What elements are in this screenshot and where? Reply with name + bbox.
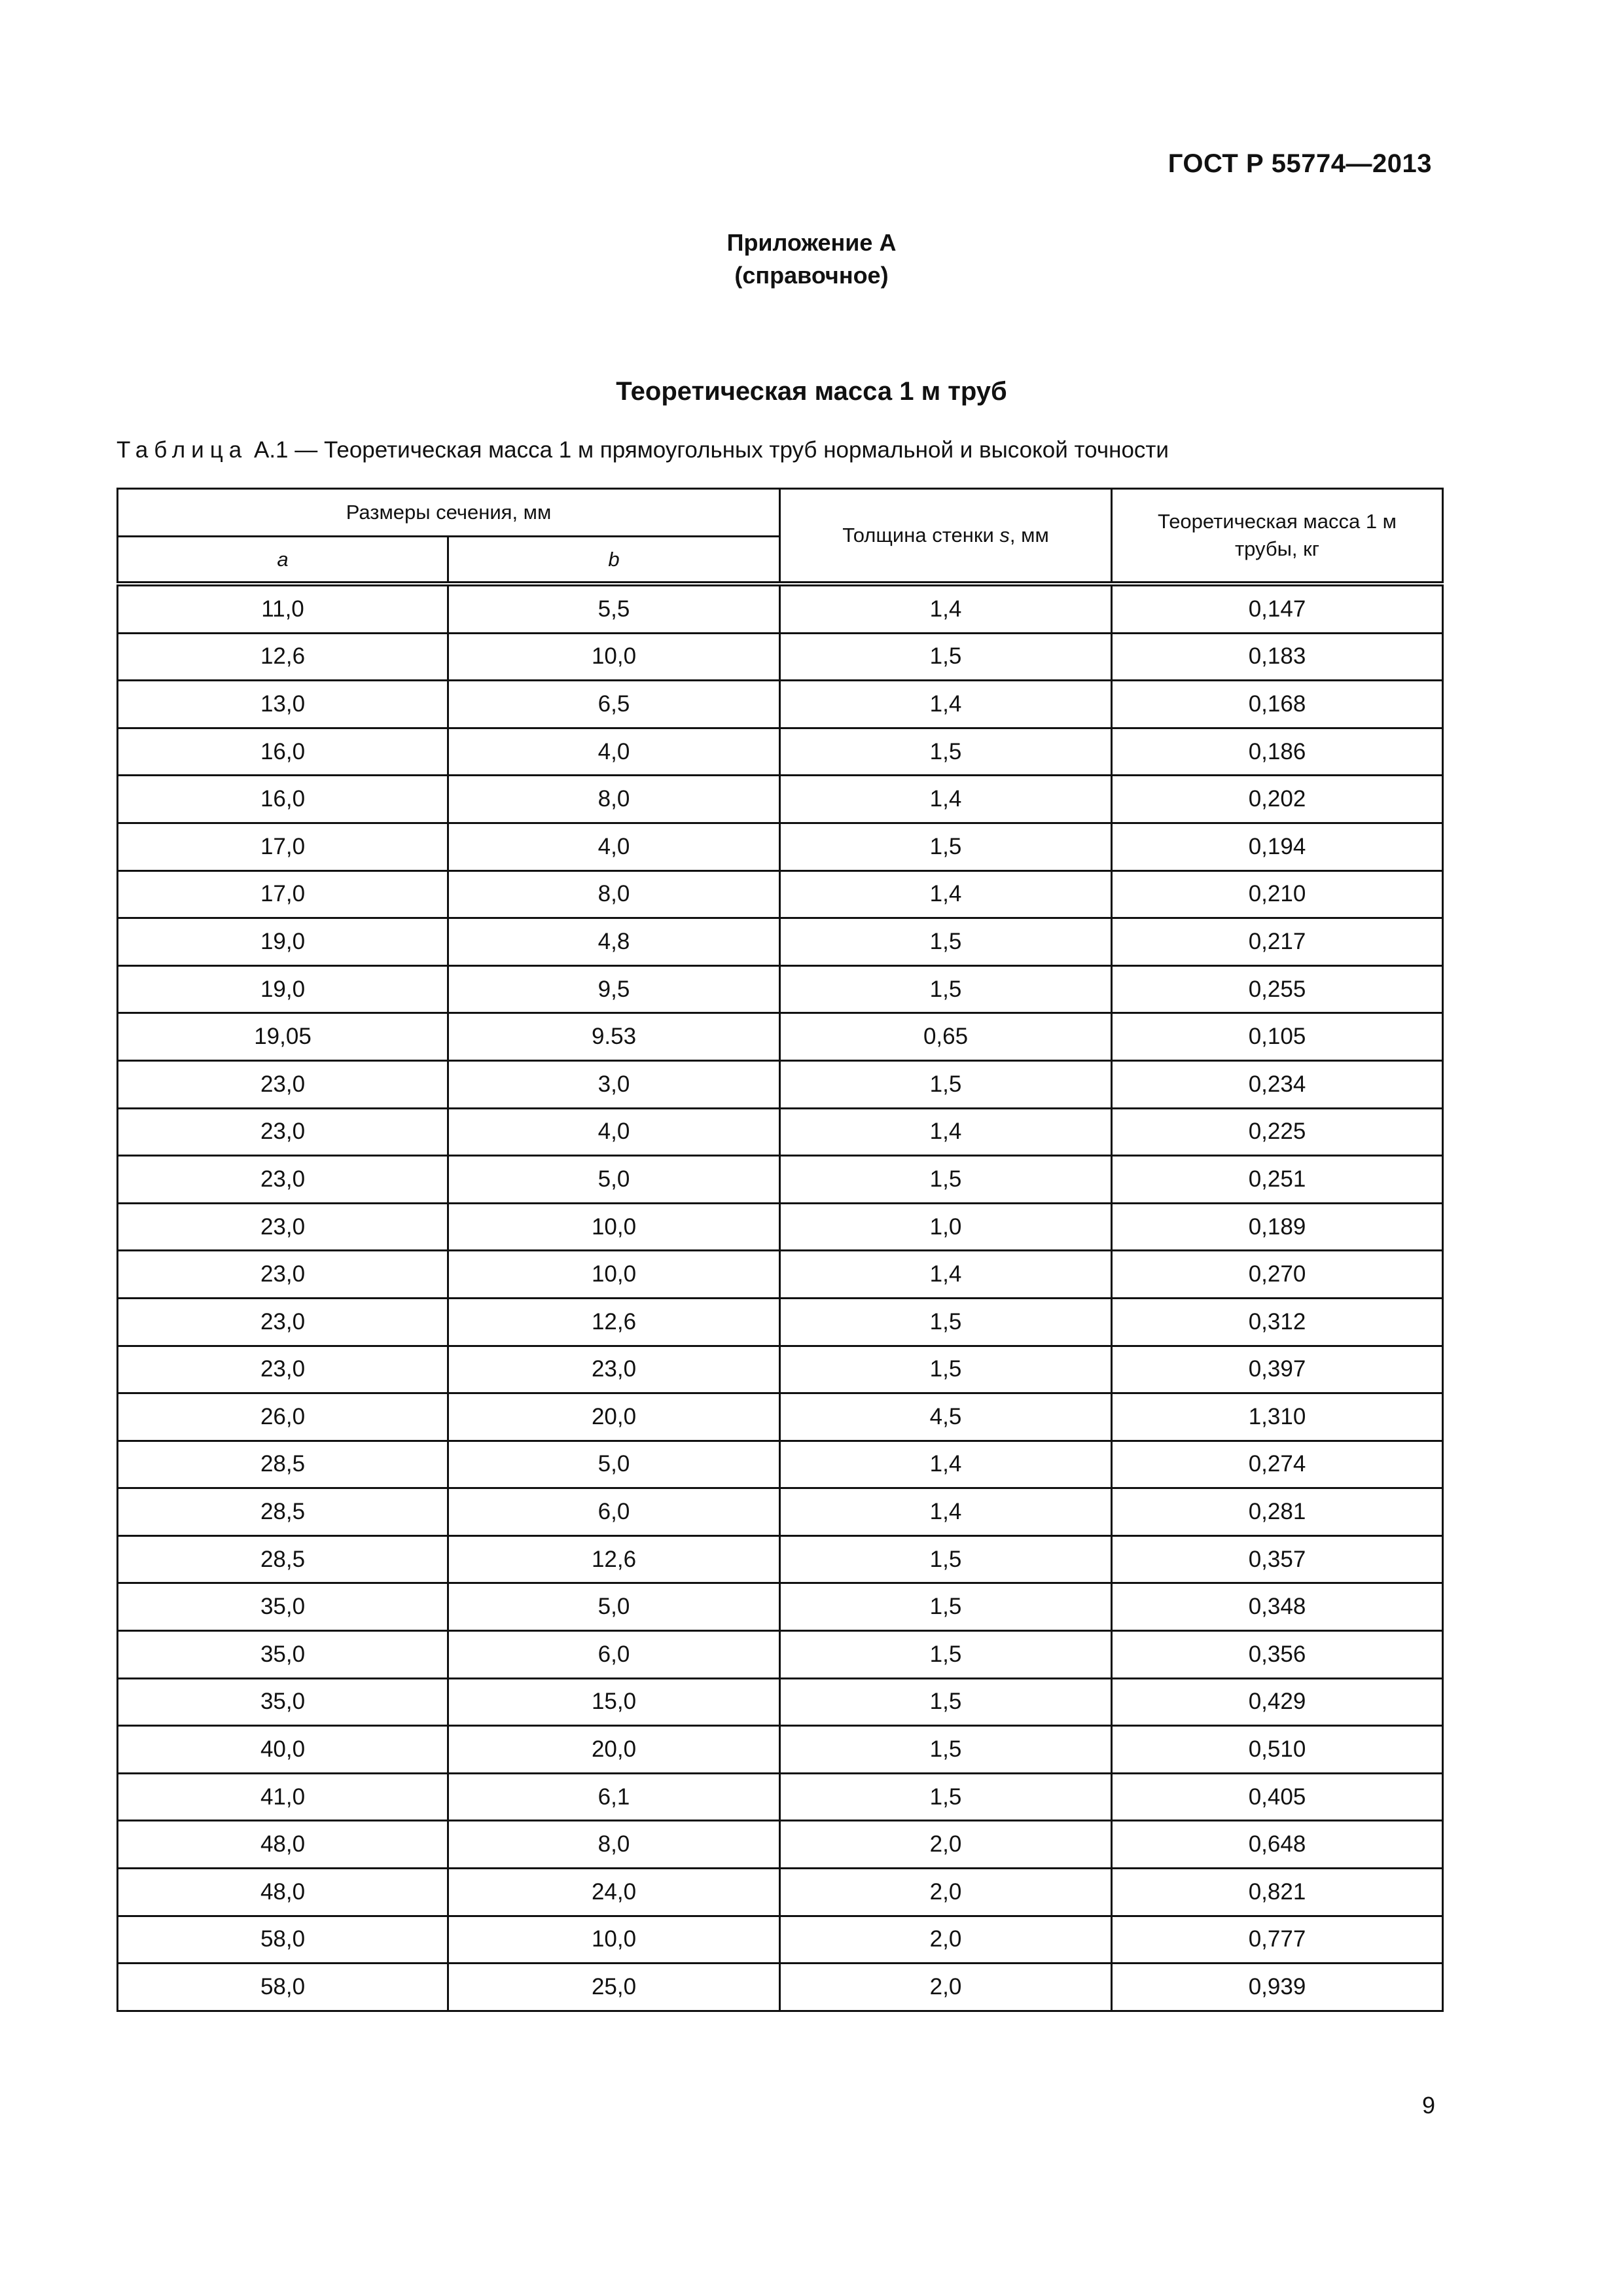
cell-b: 6,0 [448,1488,780,1536]
cell-mass: 0,939 [1112,1964,1443,2011]
table-caption [116,437,1169,463]
header-col-b: b [448,537,780,584]
cell-b: 4,0 [448,823,780,870]
table-row [118,1203,1443,1251]
cell-a: 28,5 [118,1535,448,1583]
cell-b: 8,0 [448,1821,780,1869]
table-row [118,584,1443,633]
cell-mass: 0,648 [1112,1821,1443,1869]
cell-b: 4,0 [448,728,780,776]
cell-mass: 0,429 [1112,1678,1443,1726]
cell-wall-thickness: 1,0 [780,1203,1112,1251]
cell-wall-thickness: 1,4 [780,1251,1112,1299]
table-row [118,1535,1443,1583]
cell-mass: 0,274 [1112,1441,1443,1488]
cell-a: 35,0 [118,1678,448,1726]
cell-wall-thickness: 2,0 [780,1821,1112,1869]
cell-a: 58,0 [118,1916,448,1964]
cell-b: 9.53 [448,1013,780,1061]
cell-wall-thickness: 1,4 [780,776,1112,823]
header-col-a: a [118,537,448,584]
cell-wall-thickness: 1,5 [780,1726,1112,1774]
cell-a: 16,0 [118,776,448,823]
cell-a: 28,5 [118,1488,448,1536]
cell-wall-thickness: 1,5 [780,1060,1112,1108]
cell-a: 23,0 [118,1346,448,1393]
table-row [118,1631,1443,1679]
annex-heading [0,226,1623,292]
cell-mass: 0,312 [1112,1298,1443,1346]
cell-mass: 0,186 [1112,728,1443,776]
cell-mass: 0,348 [1112,1583,1443,1631]
cell-b: 23,0 [448,1346,780,1393]
cell-mass: 0,281 [1112,1488,1443,1536]
cell-b: 4,8 [448,918,780,966]
cell-b: 8,0 [448,870,780,918]
cell-b: 6,5 [448,681,780,728]
cell-wall-thickness: 1,5 [780,918,1112,966]
cell-wall-thickness: 0,65 [780,1013,1112,1061]
header-wall-thickness [780,489,1112,584]
cell-b: 25,0 [448,1964,780,2011]
cell-b: 9,5 [448,965,780,1013]
table-row [118,1726,1443,1774]
cell-b: 10,0 [448,1203,780,1251]
cell-b: 24,0 [448,1869,780,1916]
cell-a: 58,0 [118,1964,448,2011]
table-row [118,1773,1443,1821]
cell-mass: 0,202 [1112,776,1443,823]
cell-wall-thickness: 4,5 [780,1393,1112,1441]
cell-wall-thickness: 1,4 [780,1488,1112,1536]
cell-b: 20,0 [448,1393,780,1441]
cell-a: 16,0 [118,728,448,776]
cell-a: 35,0 [118,1583,448,1631]
table-row [118,776,1443,823]
cell-a: 41,0 [118,1773,448,1821]
cell-mass: 0,194 [1112,823,1443,870]
cell-a: 23,0 [118,1108,448,1156]
cell-mass: 0,821 [1112,1869,1443,1916]
cell-a: 11,0 [118,584,448,633]
table-row [118,1251,1443,1299]
table-row [118,1156,1443,1204]
cell-wall-thickness: 1,5 [780,1583,1112,1631]
table-row [118,1869,1443,1916]
cell-a: 28,5 [118,1441,448,1488]
header-section-sizes: Размеры сечения, мм [118,489,780,537]
cell-b: 10,0 [448,1251,780,1299]
table-body [118,584,1443,2011]
cell-b: 3,0 [448,1060,780,1108]
table-row [118,1013,1443,1061]
cell-a: 23,0 [118,1251,448,1299]
header-wall-thickness-text: Толщина стенки s, мм [842,524,1049,547]
cell-mass: 0,357 [1112,1535,1443,1583]
cell-mass: 0,255 [1112,965,1443,1013]
table-row [118,633,1443,681]
cell-a: 35,0 [118,1631,448,1679]
cell-a: 23,0 [118,1156,448,1204]
cell-a: 17,0 [118,870,448,918]
header-mass-text: Теоретическая масса 1 м трубы, кг [1158,510,1397,560]
cell-wall-thickness: 1,5 [780,1346,1112,1393]
cell-b: 10,0 [448,633,780,681]
cell-a: 13,0 [118,681,448,728]
cell-wall-thickness: 1,5 [780,1156,1112,1204]
cell-wall-thickness: 1,4 [780,1108,1112,1156]
table-row [118,1060,1443,1108]
cell-a: 40,0 [118,1726,448,1774]
annex-title: Приложение А [726,229,897,256]
header-mass [1112,489,1443,584]
cell-b: 12,6 [448,1535,780,1583]
cell-wall-thickness: 1,5 [780,1678,1112,1726]
annex-subtitle: (справочное) [734,262,889,289]
cell-wall-thickness: 1,5 [780,823,1112,870]
cell-mass: 0,217 [1112,918,1443,966]
mass-table [116,488,1444,2012]
cell-wall-thickness: 1,4 [780,681,1112,728]
cell-wall-thickness: 1,5 [780,633,1112,681]
cell-a: 19,0 [118,965,448,1013]
cell-b: 5,0 [448,1583,780,1631]
cell-mass: 0,356 [1112,1631,1443,1679]
cell-mass: 1,310 [1112,1393,1443,1441]
table-row [118,823,1443,870]
cell-mass: 0,168 [1112,681,1443,728]
cell-a: 12,6 [118,633,448,681]
cell-wall-thickness: 1,4 [780,584,1112,633]
cell-mass: 0,510 [1112,1726,1443,1774]
cell-wall-thickness: 1,5 [780,1535,1112,1583]
cell-wall-thickness: 1,5 [780,965,1112,1013]
cell-wall-thickness: 1,4 [780,1441,1112,1488]
cell-b: 5,5 [448,584,780,633]
table-row [118,1916,1443,1964]
cell-wall-thickness: 2,0 [780,1916,1112,1964]
table-row [118,1441,1443,1488]
cell-b: 5,0 [448,1156,780,1204]
table-row [118,681,1443,728]
cell-wall-thickness: 2,0 [780,1869,1112,1916]
table-row [118,918,1443,966]
table-row [118,1678,1443,1726]
cell-wall-thickness: 1,5 [780,728,1112,776]
cell-a: 23,0 [118,1203,448,1251]
cell-mass: 0,234 [1112,1060,1443,1108]
cell-mass: 0,777 [1112,1916,1443,1964]
table-row [118,1583,1443,1631]
cell-b: 5,0 [448,1441,780,1488]
page-number: 9 [1421,2092,1435,2119]
standard-code: ГОСТ Р 55774—2013 [1168,149,1432,178]
table-caption-label: Таблица [116,437,248,463]
cell-mass: 0,189 [1112,1203,1443,1251]
table-row [118,1964,1443,2011]
cell-mass: 0,210 [1112,870,1443,918]
cell-mass: 0,251 [1112,1156,1443,1204]
table-row [118,1108,1443,1156]
cell-b: 4,0 [448,1108,780,1156]
cell-mass: 0,397 [1112,1346,1443,1393]
cell-mass: 0,183 [1112,633,1443,681]
table-row [118,1346,1443,1393]
cell-mass: 0,147 [1112,584,1443,633]
table-row [118,1298,1443,1346]
cell-a: 17,0 [118,823,448,870]
cell-b: 12,6 [448,1298,780,1346]
cell-mass: 0,270 [1112,1251,1443,1299]
cell-b: 8,0 [448,776,780,823]
section-title: Теоретическая масса 1 м труб [616,377,1007,406]
cell-wall-thickness: 1,5 [780,1631,1112,1679]
cell-a: 48,0 [118,1869,448,1916]
cell-a: 23,0 [118,1298,448,1346]
cell-a: 19,0 [118,918,448,966]
table-row [118,870,1443,918]
table-row [118,1393,1443,1441]
cell-mass: 0,405 [1112,1773,1443,1821]
cell-a: 26,0 [118,1393,448,1441]
table-row [118,728,1443,776]
cell-a: 19,05 [118,1013,448,1061]
table-row [118,965,1443,1013]
cell-b: 10,0 [448,1916,780,1964]
cell-mass: 0,105 [1112,1013,1443,1061]
cell-wall-thickness: 1,4 [780,870,1112,918]
cell-a: 48,0 [118,1821,448,1869]
cell-a: 23,0 [118,1060,448,1108]
table-row [118,1821,1443,1869]
cell-b: 6,0 [448,1631,780,1679]
cell-b: 20,0 [448,1726,780,1774]
cell-mass: 0,225 [1112,1108,1443,1156]
cell-wall-thickness: 1,5 [780,1298,1112,1346]
cell-b: 15,0 [448,1678,780,1726]
cell-b: 6,1 [448,1773,780,1821]
table-caption-text: А.1 — Теоретическая масса 1 м прямоугольных труб нормальной и высокой точности [253,437,1169,463]
table-header [118,489,1443,584]
cell-wall-thickness: 1,5 [780,1773,1112,1821]
table-row [118,1488,1443,1536]
cell-wall-thickness: 2,0 [780,1964,1112,2011]
